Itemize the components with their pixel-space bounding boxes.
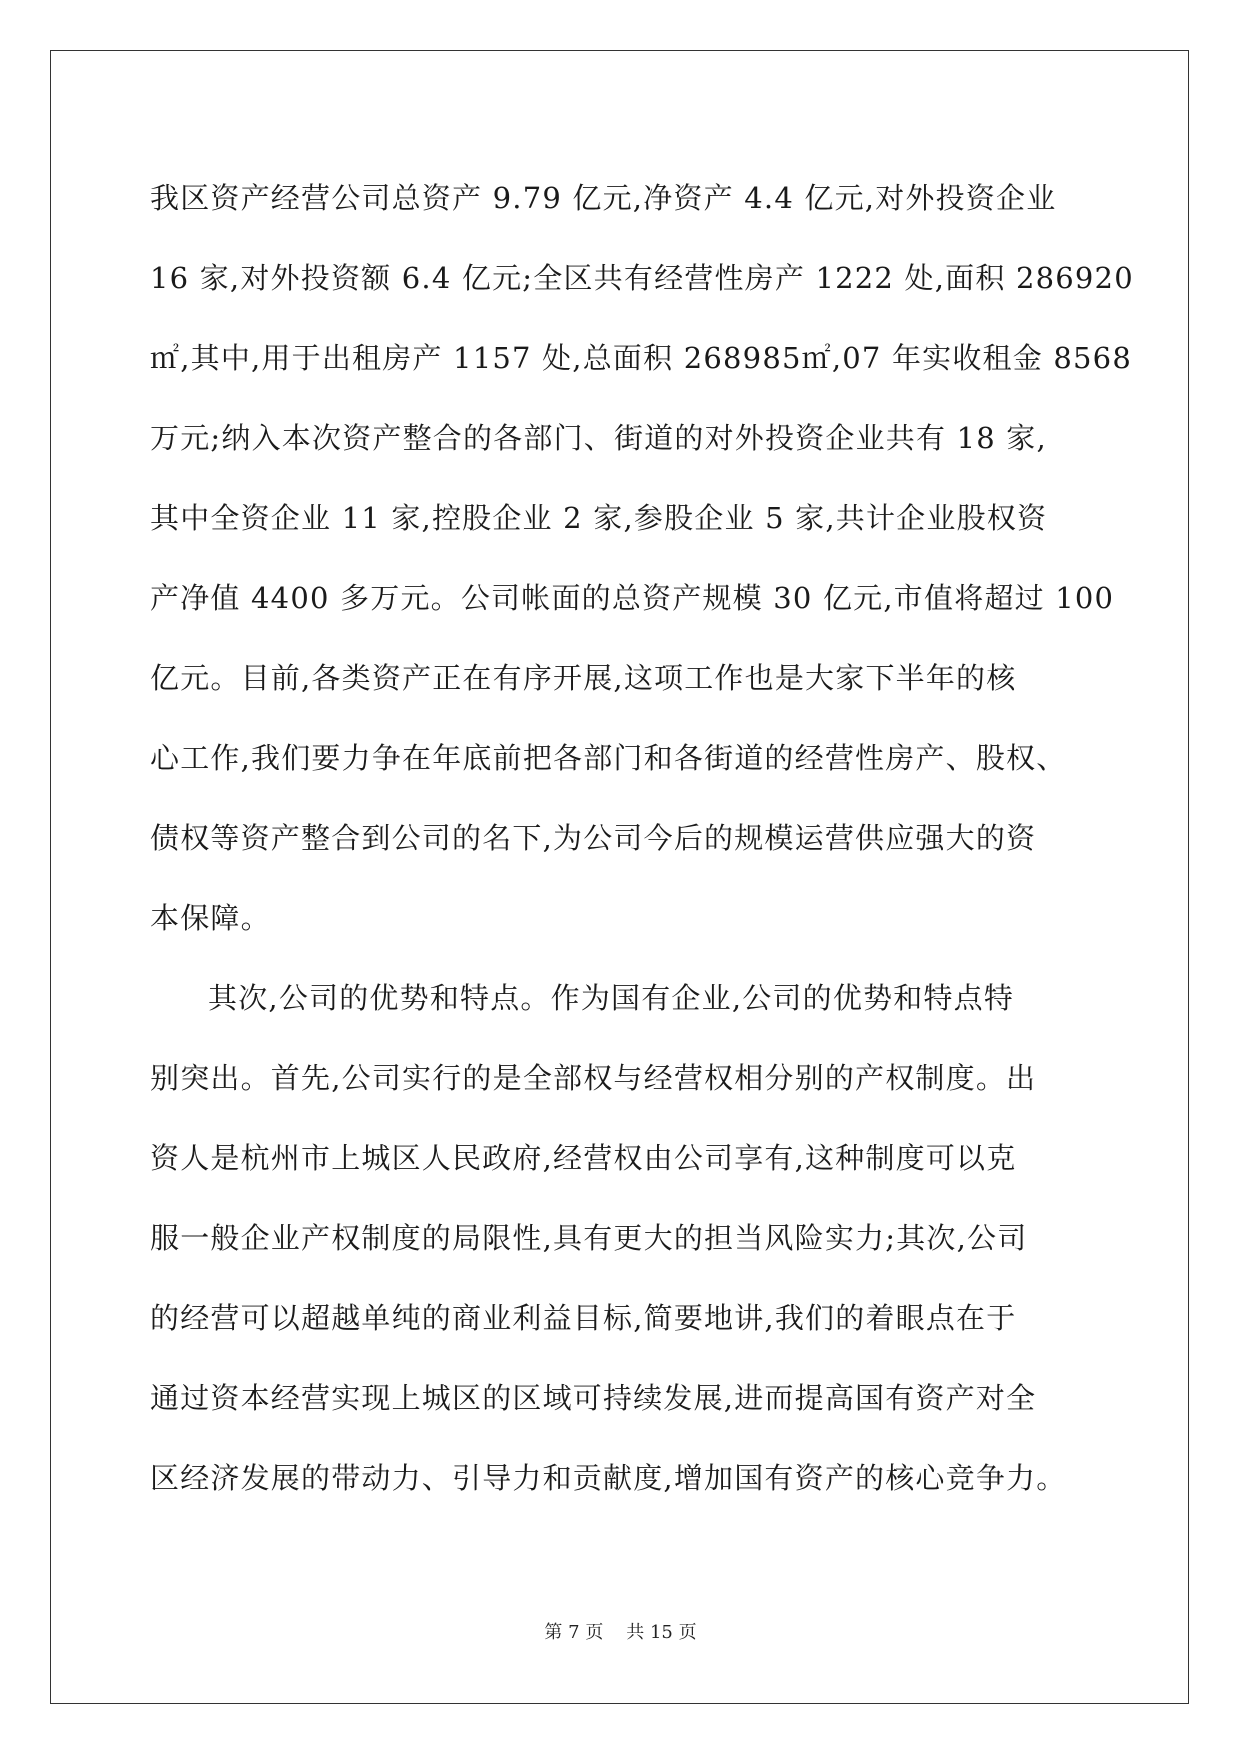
text-line: 区经济发展的带动力、引导力和贡献度,增加国有资产的核心竞争力。: [150, 1461, 1067, 1495]
text-line: 万元;纳入本次资产整合的各部门、街道的对外投资企业共有 18 家,: [150, 421, 1047, 455]
paragraph-2: [150, 958, 1090, 1518]
text-line: 债权等资产整合到公司的名下,为公司今后的规模运营供应强大的资: [150, 821, 1037, 855]
page-number: 第 7 页: [544, 1622, 604, 1643]
text-line: 产净值 4400 多万元。公司帐面的总资产规模 30 亿元,市值将超过 100: [150, 581, 1115, 615]
text-line: 别突出。首先,公司实行的是全部权与经营权相分别的产权制度。出: [150, 1061, 1037, 1095]
paragraph-1: [150, 158, 1134, 958]
text-line: 16 家,对外投资额 6.4 亿元;全区共有经营性房产 1222 处,面积 286920: [150, 261, 1134, 295]
text-line: 其中全资企业 11 家,控股企业 2 家,参股企业 5 家,共计企业股权资: [150, 501, 1048, 535]
text-line: 其次,公司的优势和特点。作为国有企业,公司的优势和特点特: [208, 981, 1015, 1015]
text-line: 的经营可以超越单纯的商业利益目标,简要地讲,我们的着眼点在于: [150, 1301, 1017, 1335]
text-line: 我区资产经营公司总资产 9.79 亿元,净资产 4.4 亿元,对外投资企业: [150, 181, 1057, 215]
page-total: 共 15 页: [626, 1622, 697, 1643]
text-line: 资人是杭州市上城区人民政府,经营权由公司享有,这种制度可以克: [150, 1141, 1017, 1175]
text-line: 本保障。: [150, 901, 271, 935]
text-line: 通过资本经营实现上城区的区域可持续发展,进而提高国有资产对全: [150, 1381, 1037, 1415]
text-line: 亿元。目前,各类资产正在有序开展,这项工作也是大家下半年的核: [150, 661, 1017, 695]
text-line: 心工作,我们要力争在年底前把各部门和各街道的经营性房产、股权、: [150, 741, 1067, 775]
text-line: ㎡,其中,用于出租房产 1157 处,总面积 268985㎡,07 年实收租金 8568: [150, 341, 1132, 375]
document-body: [150, 158, 1134, 1518]
text-line: 服一般企业产权制度的局限性,具有更大的担当风险实力;其次,公司: [150, 1221, 1028, 1255]
page-footer: [0, 1618, 1241, 1644]
